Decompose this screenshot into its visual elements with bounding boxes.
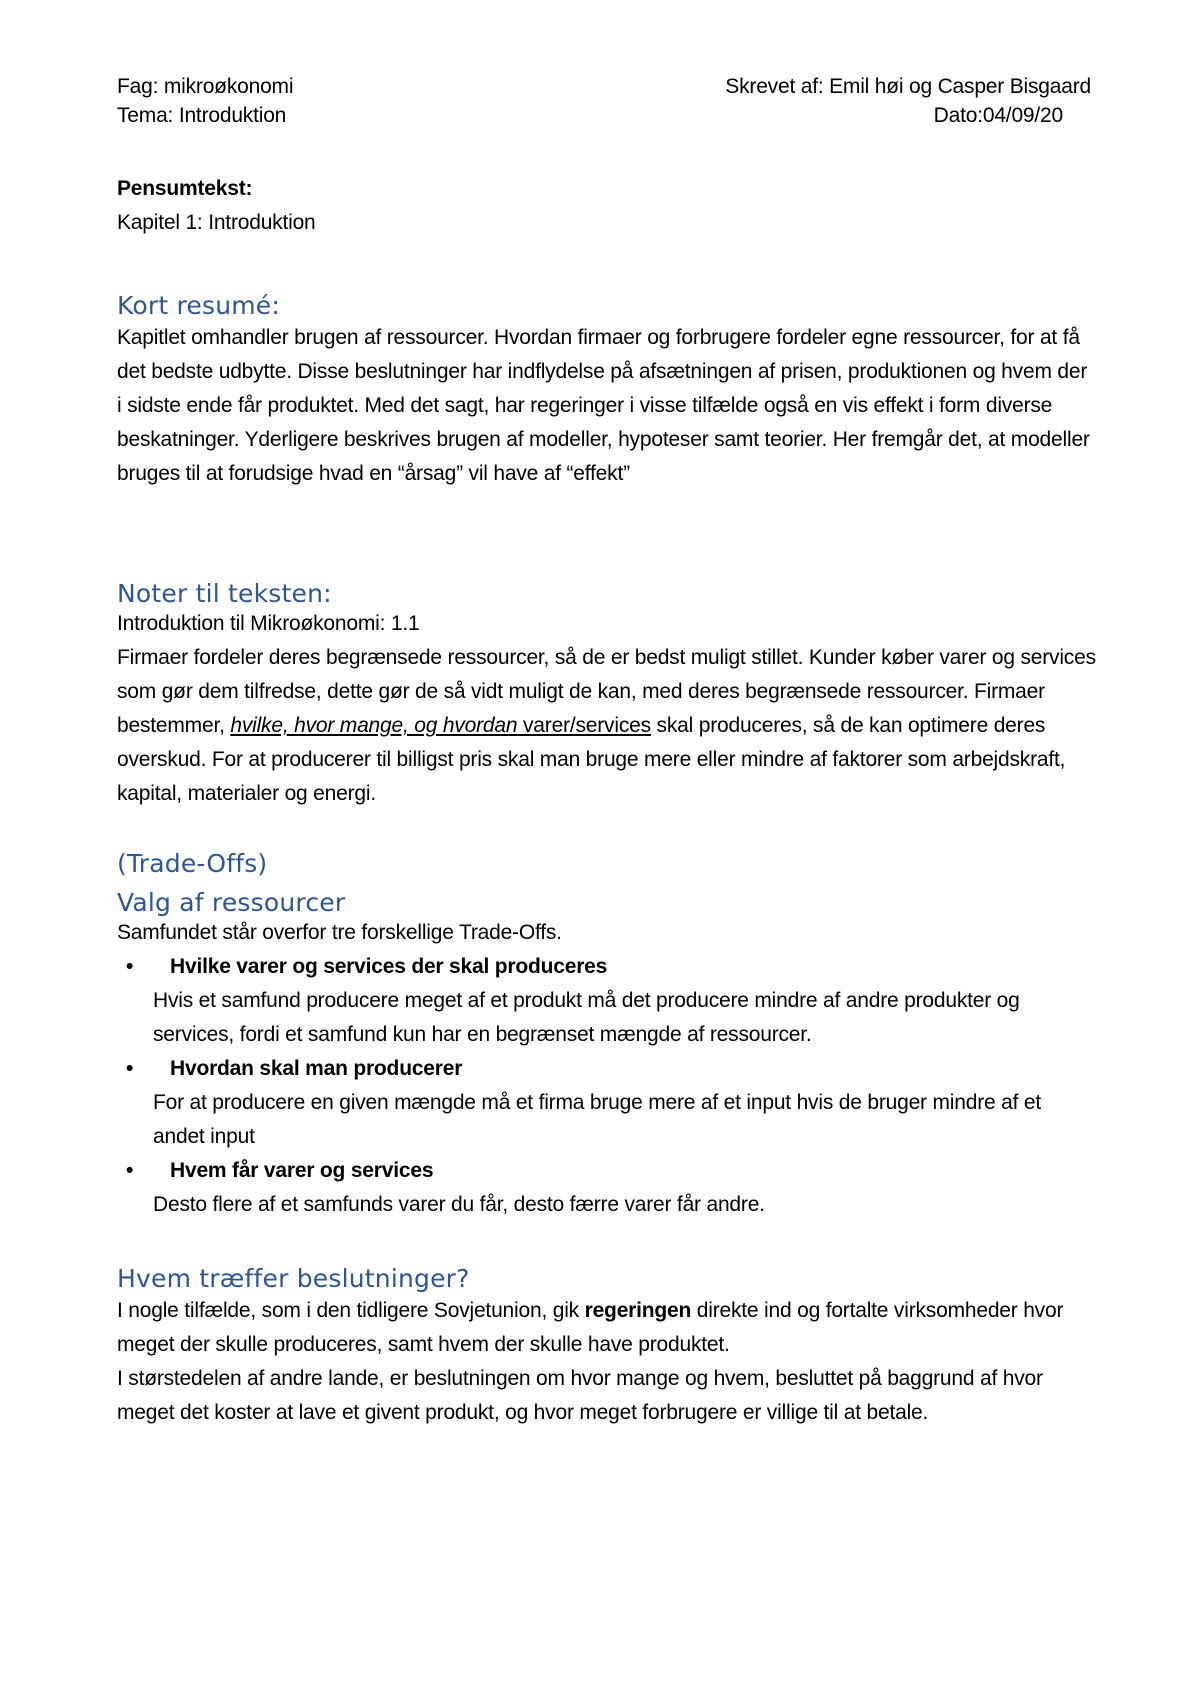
tradeoffs-heading: (Trade-Offs) <box>117 849 268 878</box>
list-item-title <box>126 1154 1097 1188</box>
decisions-text-start: I nogle tilfælde, som i den tidligere Sovjetunion, gik <box>117 1299 585 1322</box>
summary-paragraph: Kapitlet omhandler brugen af ressourcer. Hvordan firmaer og forbrugere fordeler egne ressourcer, for at få det bedste udbytte. Disse beslutninger har indflydelse på afsætningen af prisen, produktionen og hvem der i sidste ende får produktet. Med det sagt, har regeringer i visse tilfælde også en vis effekt i form diverse beskatninger. Yderligere beskrives brugen af modeller, hypoteser samt teorier. Her fremgår det, at modeller bruges til at forudsige hvad en “årsag” vil have af “effekt” <box>117 326 1090 485</box>
tradeoffs-list <box>117 950 1097 1222</box>
notes-heading: Noter til teksten: <box>117 579 332 608</box>
decisions-paragraph-1 <box>117 1294 1097 1362</box>
list-item-title-text: Hvem får varer og services <box>170 1159 434 1182</box>
list-item-title-text: Hvordan skal man producerer <box>170 1057 463 1080</box>
topic-label: Tema: Introduktion <box>117 104 287 127</box>
decisions-paragraph-2: I størstedelen af andre lande, er beslutningen om hvor mange og hvem, besluttet på baggrund af hvor meget det koster at lave et givent produkt, og hvor meget forbrugere er villige til at betale. <box>117 1367 1043 1424</box>
decisions-heading: Hvem træffer beslutninger? <box>117 1264 470 1293</box>
list-item-body: Desto flere af et samfunds varer du får, desto færre varer får andre. <box>153 1193 765 1216</box>
summary-heading: Kort resumé: <box>117 291 281 320</box>
notes-section <box>117 607 1097 811</box>
list-item-title-text: Hvilke varer og services der skal produceres <box>170 955 608 978</box>
notes-subtitle: Introduktion til Mikroøkonomi: 1.1 <box>117 612 420 635</box>
notes-paragraph <box>117 641 1097 811</box>
list-item <box>117 950 1097 1052</box>
decisions-bold-term: regeringen <box>584 1299 692 1322</box>
notes-emphasis-words: hvilke, hvor mange, og hvordan <box>230 714 518 737</box>
bullet-icon: • <box>126 1057 134 1080</box>
decisions-text-end: direkte ind og fortalte virksomheder hvor meget der skulle produceres, samt hvem der skulle have produktet. <box>117 1299 1064 1356</box>
list-item <box>117 1154 1097 1222</box>
list-item-title <box>126 950 1097 984</box>
resource-choice-heading: Valg af ressourcer <box>117 888 346 917</box>
notes-text-end: skal produceres, så de kan optimere deres overskud. For at producerer til billigst pris skal man bruge mere eller mindre af faktorer som arbejdskraft, kapital, materialer og energi. <box>117 714 1066 805</box>
list-item-body: For at producere en given mængde må et firma bruge mere af et input hvis de bruger mindre af et andet input <box>153 1091 1041 1148</box>
summary-section <box>117 321 1097 491</box>
curriculum-chapter: Kapitel 1: Introduktion <box>117 211 316 234</box>
list-item <box>117 1052 1097 1154</box>
curriculum-label: Pensumtekst: <box>117 177 253 200</box>
date-label: Dato:04/09/20 <box>933 104 1063 127</box>
notes-underlined-term: varer/services <box>523 714 651 737</box>
list-item-title <box>126 1052 1097 1086</box>
decisions-section <box>117 1294 1097 1430</box>
header-row-1 <box>117 72 1091 102</box>
bullet-icon: • <box>126 1159 134 1182</box>
bullet-icon: • <box>126 955 134 978</box>
author-label: Skrevet af: Emil høi og Casper Bisgaard <box>725 75 1091 98</box>
list-item-body: Hvis et samfund producere meget af et produkt må det producere mindre af andre produkter og services, fordi et samfund kun har en begrænset mængde af ressourcer. <box>153 989 1020 1046</box>
notes-text-start: Firmaer fordeler deres begrænsede ressourcer, så de er bedst muligt stillet. Kunder køber varer og services som gør dem tilfredse, dette gør de så vidt muligt de kan, med deres begrænsede ressourcer. Firmaer bestemmer, <box>117 646 1096 737</box>
tradeoffs-intro: Samfundet står overfor tre forskellige Trade-Offs. <box>117 921 562 944</box>
subject-label: Fag: mikroøkonomi <box>117 75 294 98</box>
header-row-2 <box>117 101 1091 131</box>
curriculum-block <box>117 172 1097 240</box>
